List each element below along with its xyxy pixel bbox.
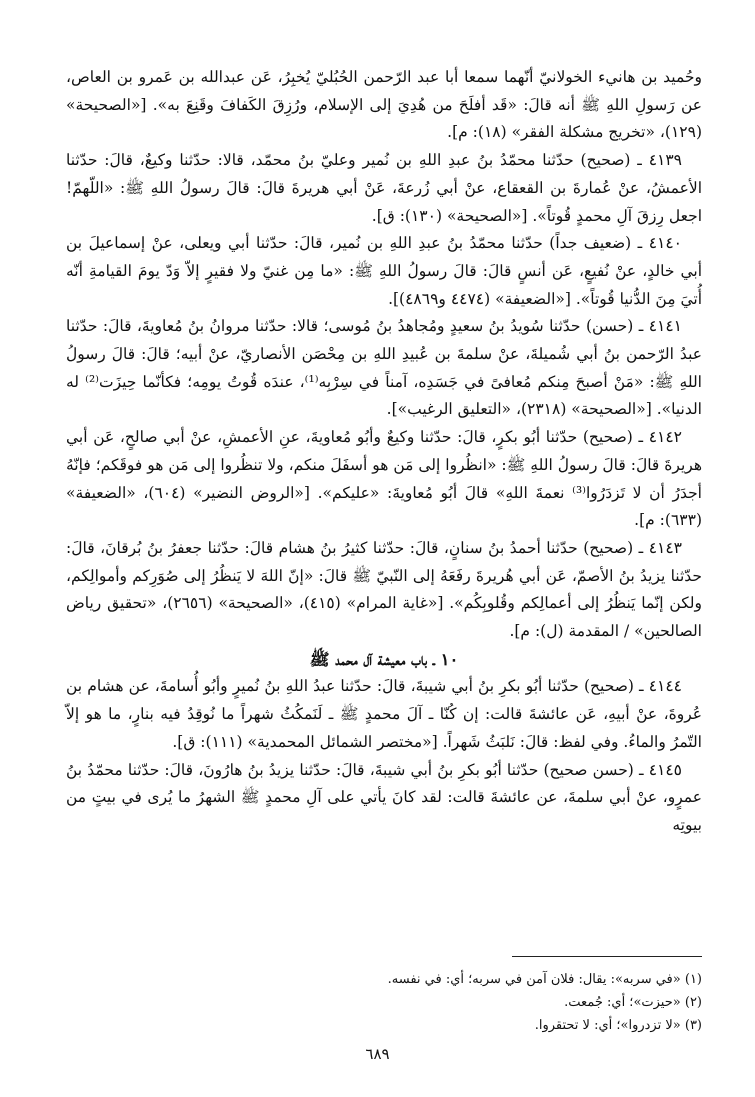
footnote-2: (٢) «حيزت»؛ أي: جُمعت.	[564, 995, 702, 1010]
page-number: ٦٨٩	[365, 1045, 390, 1063]
hadith-4140: ٤١٤٠ ـ (ضعيف جداً) حدّثنا محمّدُ بنُ عبدِ اللهِ بن نُمير، قالَ: حدّثنا أبي ويعلى، عنْ إسماعيلَ بن أبي خالدٍ، عنْ نُفيعٍ، عَن أنسٍ قالَ: قالَ رسولُ اللهِ ﷺ: «ما مِن غنيّ ولا فقيرٍ إلاّ وَدّ يومَ القيامةِ أنّه أُتيَ مِنَ الدُّنيا قُوتاً». [«الضعيفة» (٤٤٧٤ و٤٨٦٩)].	[66, 234, 702, 308]
chapter-heading: ١٠ ـ باب معيشة آل محمد ﷺ	[309, 649, 459, 669]
hadith-4142: ٤١٤٢ ـ (صحيح) حدّثنا أبُو بكرٍ، قالَ: حدّثنا وكيعٌ وأبُو مُعاويةَ، عنِ الأعمشِ، عنْ أبي صالحٍ، عَن أبي هريرةَ قالَ: قالَ رسولُ اللهِ ﷺ: «انظُروا إلى مَن هو أسفَلَ منكم، ولا تنظُروا إلى مَن هو فوقَكم؛ فإنّهُ أجدَرُ أن لا تَزدَرُوا⁽³⁾ نعمةَ اللهِ» قالَ أبُو مُعاويةَ: «عليكم». [«الروض النضير» (٦٠٤)، «الضعيفة» (٦٣٣): م].	[66, 428, 702, 530]
main-text	[66, 64, 702, 840]
hadith-4144: ٤١٤٤ ـ (صحيح) حدّثنا أبُو بكرِ بنُ أبي شيبةَ، قالَ: حدّثنا عبدُ اللهِ بنُ نُميرٍ وأبُو أُسامةَ، عن هشام بن عُروةَ، عنْ أبيهِ، عَن عائشةَ قالت: إن كُنّا ـ آلَ محمدٍ ﷺ ـ لَنَمكُثُ شهراً ما نُوقِدُ فيه بنارٍ، ما هو إلاّ التّمرُ والماءُ. وفي لفظ: قالَ: نَلبَثُ شَهراً. [«مختصر الشمائل المحمدية» (١١١): ق].	[66, 677, 702, 751]
footnotes	[66, 968, 702, 1037]
hadith-4145: ٤١٤٥ ـ (حسن صحيح) حدّثنا أبُو بكرِ بنُ أبي شيبةَ، قالَ: حدّثنا يزيدُ بنُ هارُونَ، قالَ: حدّثنا محمّدُ بنُ عمرٍو، عنْ أبي سلمةَ، عن عائشةَ قالت: لقد كانَ يأتي على آلِ محمدٍ ﷺ الشهرُ ما يُرى في بيتٍ من بيوتِه	[66, 760, 702, 834]
hadith-4143: ٤١٤٣ ـ (صحيح) حدّثنا أحمدُ بنُ سنانٍ، قالَ: حدّثنا كثيرُ بنُ هشام قالَ: حدّثنا جعفرُ بنُ بُرقانَ، قالَ: حدّثنا يزيدُ بنُ الأصمّ، عَن أبي هُريرةَ رفَعَهُ إلى النّبيّ ﷺ قالَ: «إنّ اللهَ لا يَنظُرُ إلى صُوَرِكم وأموالِكم، ولكن إنّما يَنظُرُ إلى أعمالِكم وقُلوبِكُم». [«غاية المرام» (٤١٥)، «الصحيحة» (٢٦٥٦)، «تحقيق رياض الصالحين» / المقدمة (ل): م].	[66, 538, 702, 641]
hadith-4141: ٤١٤١ ـ (حسن) حدّثنا سُويدُ بنُ سعيدٍ ومُجاهدُ بنُ مُوسى؛ قالا: حدّثنا مروانُ بنُ مُعاويةَ، قالَ: حدّثنا عبدُ الرّحمن بنُ أبي شُميلةَ، عنْ سلمةَ بن عُبيدِ اللهِ بن مِحْصَن الأنصاريّ، عنْ أبيه؛ قالَ: قالَ رسولُ اللهِ ﷺ: «مَنْ أصبحَ مِنكم مُعافىً في جَسَدِه، آمناً في سِرْبِه⁽¹⁾، عندَه قُوتُ يومِه؛ فكأنّما حِيزَت⁽²⁾ له الدنيا». [«الصحيحة» (٢٣١٨)، «التعليق الرغيب»].	[66, 317, 702, 419]
footnote-separator	[512, 956, 702, 957]
hadith-4139: ٤١٣٩ ـ (صحيح) حدّثنا محمّدُ بنُ عبدِ اللهِ بن نُمير وعليّ بنُ محمّد، قالا: حدّثنا وكيعٌ، قالَ: حدّثنا الأعمشُ، عنْ عُمارةَ بن القعقاع، عنْ أبي زُرعةَ، عَنْ أبي هريرةَ قالَ: قالَ رسولُ اللهِ ﷺ: «اللّهمّ! اجعل رِزقَ آلِ محمدٍ قُوتاً». [«الصحيحة» (١٣٠): ق].	[66, 151, 702, 225]
footnote-3: (٣) «لا تزدروا»؛ أي: لا تحتقروا.	[534, 1018, 702, 1033]
footnote-1: (١) «في سربه»: يقال: فلان آمن في سربه؛ أي: في نفسه.	[387, 972, 702, 987]
paragraph-continuation: وحُميد بن هانيء الخولانيّ أنّهما سمعا أبا عبد الرّحمن الحُبُليّ يُخبِرُ، عَن عبدالله بن عَمرو بن العاص، عن رَسولِ اللهِ ﷺ أنه قالَ: «قَد أفلَحَ من هُدِيَ إلى الإسلام، ورُزِقَ الكَفافَ وقَنِعَ به». [«الصحيحة» (١٢٩)، «تخريج مشكلة الفقر» (١٨): م].	[66, 68, 702, 142]
